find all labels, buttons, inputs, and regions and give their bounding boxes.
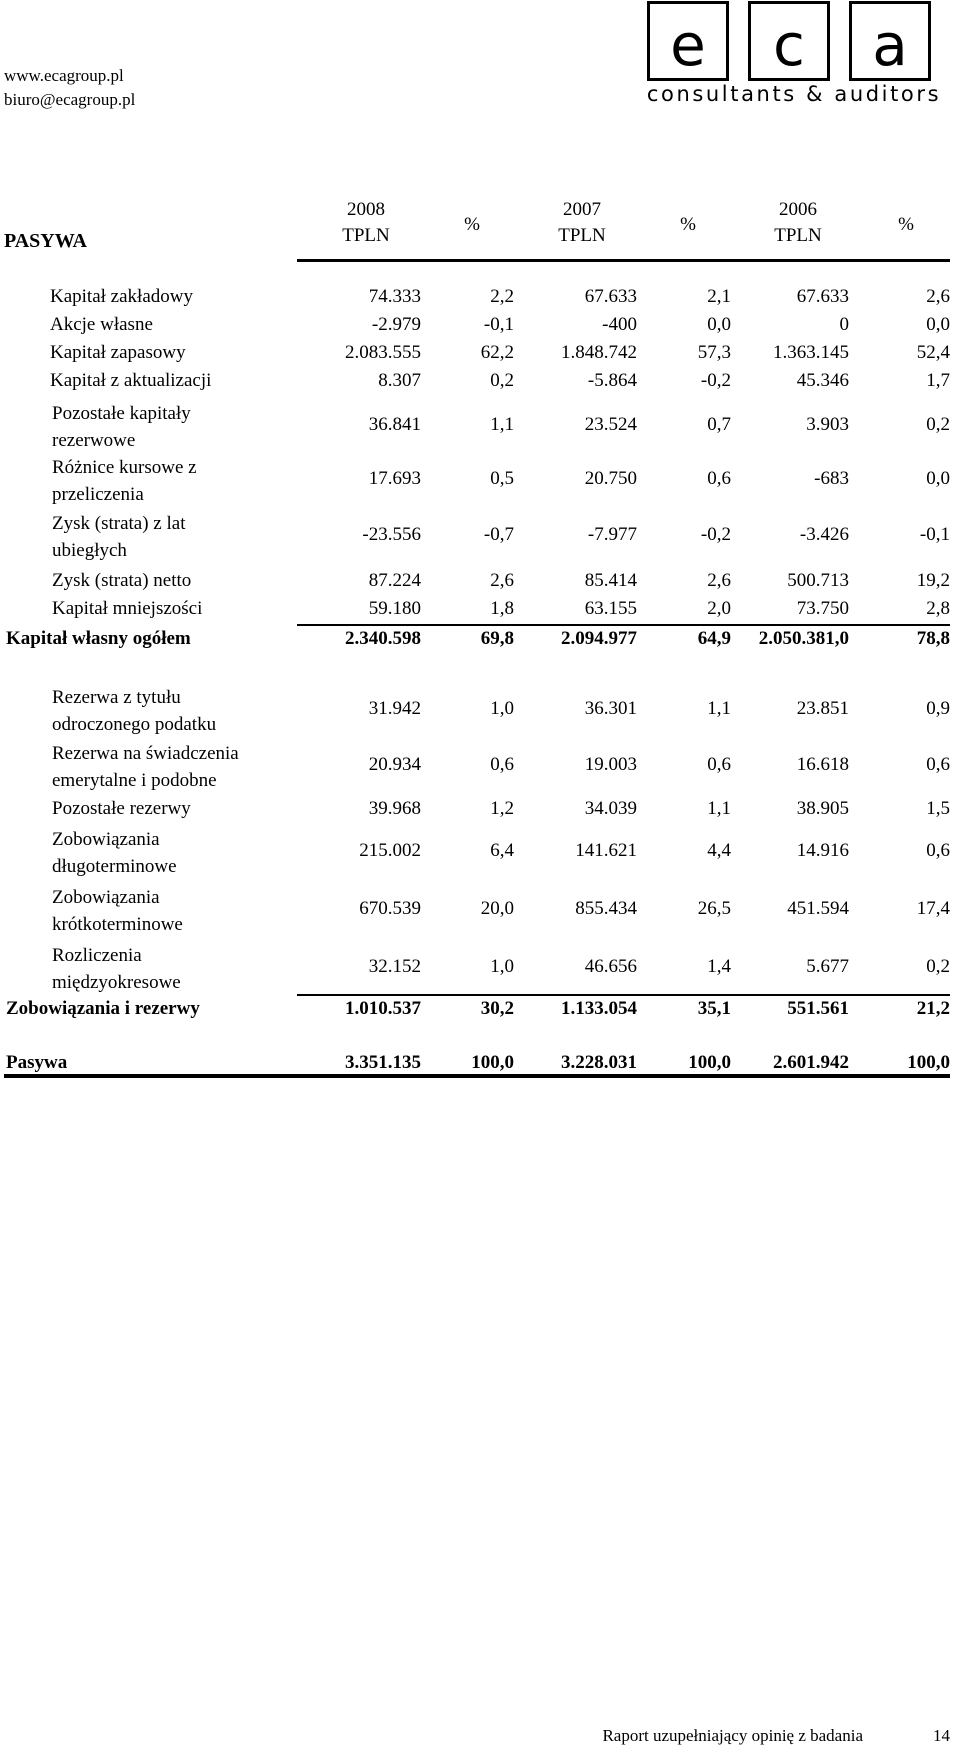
table-title: PASYWA [4,230,87,252]
column-header-2008: 2008 TPLN [342,199,390,246]
column-header-2006: 2006 TPLN [774,199,822,246]
grand-total-rule [4,1074,950,1078]
column-header-pct-2008: % [464,214,480,235]
subtotal-rule [297,994,950,996]
column-header-2007: 2007 TPLN [558,199,606,246]
logo-box-a: a [849,1,931,81]
logo-box-c: c [748,1,830,81]
email-link[interactable]: biuro@ecagroup.pl [4,90,136,109]
subtotal-rule [297,624,950,626]
column-header-pct-2007: % [680,214,696,235]
page-number: 14 [933,1726,950,1745]
logo-tagline: consultants & auditors [646,82,942,106]
header-rule [297,259,950,262]
page-footer [602,1726,950,1746]
logo-box-e: e [647,1,729,81]
column-header-pct-2006: % [898,214,914,235]
company-logo [646,0,942,112]
website-link[interactable]: www.ecagroup.pl [4,66,124,85]
report-title: Raport uzupełniający opinię z badania [602,1726,863,1745]
contact-block [4,64,135,112]
